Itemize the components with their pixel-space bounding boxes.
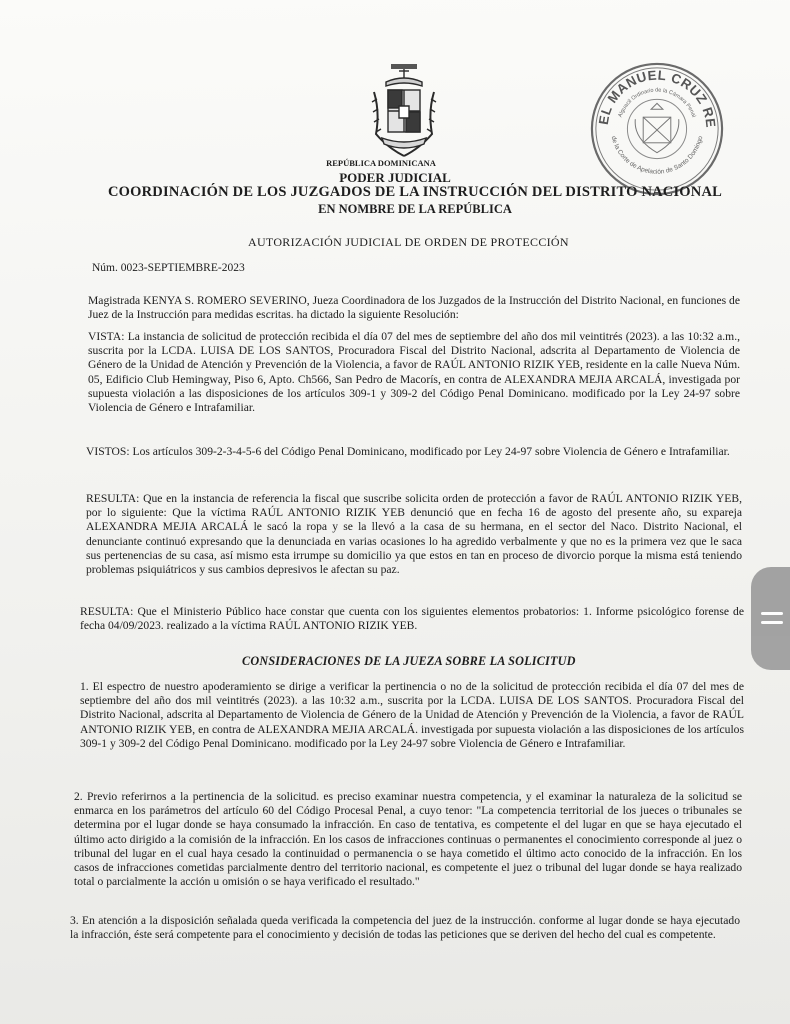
intro-paragraph: Magistrada KENYA S. ROMERO SEVERINO, Jueza Coordinadora de los Juzgados de la Instrucción del Distrito Nacional, en funciones de Juez de la Instrucción para medidas escritas. ha dictado la siguiente Resolución: [88, 294, 740, 322]
handle-line-icon [761, 621, 783, 624]
document-number: Núm. 0023-SEPTIEMBRE-2023 [92, 262, 245, 274]
document-title: AUTORIZACIÓN JUDICIAL DE ORDEN DE PROTECCIÓN [248, 235, 569, 249]
in-the-name-heading: EN NOMBRE DE LA REPÚBLICA [318, 202, 512, 216]
consideration-2: 2. Previo referirnos a la pertinencia de la solicitud. es preciso examinar nuestra competencia, y el examinar la naturaleza de la solicitud se enmarca en los parámetros del artículo 60 del Código Procesal Penal, a cuyo tenor: "La competencia territorial de los jueces o tribunales se determina por el lugar donde se haya consumado la infracción. En caso de tentativa, es competente el del lugar en que se haya ejecutado el último acto dirigido a la comisión de la infracción. En los casos de infracciones continuas o permanentes el conocimiento corresponde al juez o tribunal del lugar en el cual haya cesado la continuidad o permanencia o se haya cometido el último acto conocido de la infracción. En los casos de infracciones cometidas parcialmente dentro del territorio nacional, es competente el juez o tribunal del lugar donde se haya realizado total o parcialmente la acción u omisión o se haya verificado el resultado." [74, 790, 742, 889]
handle-line-icon [761, 612, 783, 615]
vista-paragraph: VISTA: La instancia de solicitud de protección recibida el día 07 del mes de septiembre del año dos mil veintitrés (2023). a las 10:32 a.m., suscrita por la LCDA. LUISA DE LOS SANTOS, Procuradora Fiscal del Distrito Nacional, adscrita al Departamento de Violencia de Género de la Unidad de Atención y Prevención de la Violencia, a favor de RAÚL ANTONIO RIZIK YEB, residente en la calle Nueva Núm. 05, Edificio Club Hemingway, Piso 6, Apto. Ch566, San Pedro de Macorís, en contra de ALEXANDRA MEJIA ARCALÁ, investigada por supuesta violación a las disposiciones de los artículos 309-1 y 309-2 del Código Penal Dominicano. modificado por la Ley 24-97 sobre Violencia de Género e Intrafamiliar. [88, 330, 740, 415]
considerations-heading: CONSIDERACIONES DE LA JUEZA SOBRE LA SOLICITUD [242, 654, 576, 668]
consideration-3: 3. En atención a la disposición señalada queda verificada la competencia del juez de la instrucción. conforme al lugar donde se haya ejecutado la infracción, éste será competente para el conocimiento y decisión de todas las peticiones que se deriven del hecho del cual es competente. [70, 914, 740, 942]
consideration-1: 1. El espectro de nuestro apoderamiento se dirige a verificar la pertinencia o no de la solicitud de protección recibida el día 07 del mes de septiembre del año dos mil veintitrés (2023). a las 10:32 a.m., suscrita por la LCDA. LUISA DE LOS SANTOS. Procuradora Fiscal del Distrito Nacional, adscrita al Departamento de Violencia de Género de la Unidad de Atención y Prevención de la Violencia, a favor de RAÚL ANTONIO RIZIK YEB, en contra de ALEXANDRA MEJIA ARCALÁ. investigada por supuesta violación a las disposiciones de los artículos 309-1 y 309-2 del Código Penal Dominicano. modificado por la Ley 24-97 sobre Violencia de Género e Intrafamiliar. [80, 680, 744, 750]
scroll-handle[interactable] [751, 567, 790, 670]
coat-of-arms-emblem [366, 62, 442, 162]
judicial-power-label: PODER JUDICIAL [339, 170, 451, 185]
resulta-paragraph-1: RESULTA: Que en la instancia de referencia la fiscal que suscribe solicita orden de protección a favor de RAÚL ANTONIO RIZIK YEB, por lo siguiente: Que la víctima RAÚL ANTONIO RIZIK YEB denunció que en fecha 16 de agosto del presente año, su expareja ALEXANDRA MEJIA ARCALÁ le sacó la ropa y se la llevó a la casa de su hermana, en el sector del Naco. Distrito Nacional, el denunciante continuó expresando que la denunciada en varias ocasiones lo ha agredido verbalmente y que no es la primera vez que le saca sus pertenencias de su casa, así mismo esta irrumpe su domicilio ya que estos en tan en proceso de divorcio porque la misma está teniendo problemas psiquiátricos y sus cambios depresivos le afectan su paz. [86, 492, 742, 577]
svg-text:ANGEL MANUEL CRUZ REYES [588, 60, 718, 129]
resulta-paragraph-2: RESULTA: Que el Ministerio Público hace constar que cuenta con los siguientes elementos probatorios: 1. Informe psicológico forense de fecha 04/09/2023. realizado a la víctima RAÚL ANTONIO RIZIK YEB. [80, 605, 744, 633]
vistos-paragraph: VISTOS: Los artículos 309-2-3-4-5-6 del Código Penal Dominicano, modificado por Ley 24-97 sobre Violencia de Género e Intrafamiliar. [86, 445, 730, 458]
seal-name-text: EL MANUEL CRUZ RE [595, 67, 719, 129]
coordination-heading: COORDINACIÓN DE LOS JUZGADOS DE LA INSTRUCCIÓN DEL DISTRITO NACIONAL [108, 184, 722, 200]
republic-label: REPÚBLICA DOMINICANA [326, 158, 436, 168]
seal-court-text: de la Corte de Apelación de Santo Domingo [609, 135, 705, 176]
seal-role-text: Alguacil Ordinario de la Cámara Penal [617, 87, 697, 119]
